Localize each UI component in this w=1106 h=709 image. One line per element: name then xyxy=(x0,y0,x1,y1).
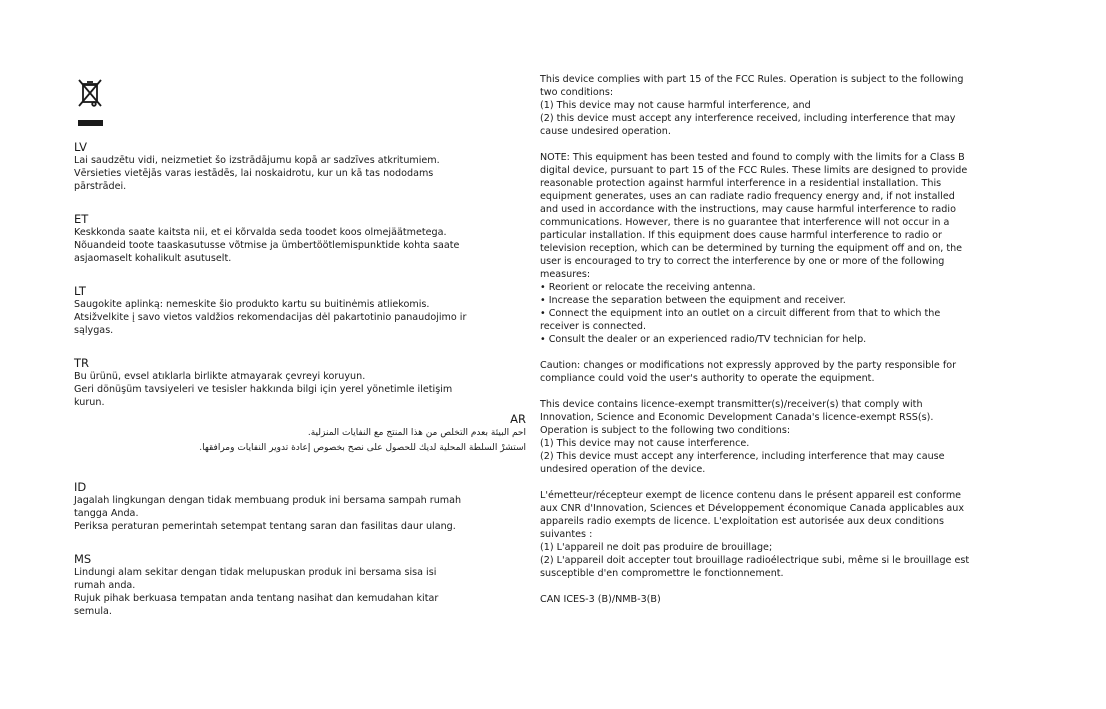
text-line: tangga Anda. xyxy=(74,508,139,519)
text-line: suivantes : xyxy=(540,529,593,540)
bullet-item: • Increase the separation between the equipment and receiver. xyxy=(540,295,846,306)
section-et xyxy=(74,212,526,265)
text-line: NOTE: This equipment has been tested and found to comply with the limits for a Class B xyxy=(540,152,965,163)
bullet-item: • Reorient or relocate the receiving antenna. xyxy=(540,282,756,293)
section-lt xyxy=(74,284,526,337)
ised-statement-fr xyxy=(540,489,1040,580)
fcc-statement xyxy=(540,73,1040,138)
text-line: susceptible d'en compromettre le fonctionnement. xyxy=(540,568,784,579)
text-line: (1) This device may not cause harmful interference, and xyxy=(540,100,811,111)
language-code: MS xyxy=(74,552,92,566)
section-id xyxy=(74,480,526,533)
text-line: sąlygas. xyxy=(74,325,114,336)
text-line: kurun. xyxy=(74,397,105,408)
text-line: pārstrādei. xyxy=(74,181,127,192)
text-line: (1) This device may not cause interference. xyxy=(540,438,750,449)
text-line: particular installation. If this equipment does cause harmful interference to radio or xyxy=(540,230,943,241)
text-line: user is encouraged to try to correct the interference by one or more of the following xyxy=(540,256,945,267)
language-code: LT xyxy=(74,284,86,298)
text-line: undesired operation of the device. xyxy=(540,464,706,475)
text-line: television reception, which can be determined by turning the equipment off and on, the xyxy=(540,243,963,254)
text-line: rumah anda. xyxy=(74,580,136,591)
text-line: Nõuandeid toote taaskasutusse võtmise ja ümbertöötlemispunktide kohta saate xyxy=(74,240,460,251)
right-column xyxy=(540,73,1040,606)
text-line: (1) L'appareil ne doit pas produire de brouillage; xyxy=(540,542,773,553)
text-line: receiver is connected. xyxy=(540,321,647,332)
text-line: Saugokite aplinką: nemeskite šio produkto kartu su buitinėmis atliekomis. xyxy=(74,299,430,310)
language-code: AR xyxy=(510,412,526,426)
text-line: Rujuk pihak berkuasa tempatan anda tentang nasihat dan kemudahan kitar xyxy=(74,593,439,604)
ices-text: CAN ICES-3 (B)/NMB-3(B) xyxy=(540,594,661,605)
text-line: semula. xyxy=(74,606,112,617)
text-line: Bu ürünü, evsel atıklarla birlikte atmayarak çevreyi koruyun. xyxy=(74,371,366,382)
text-line: (2) This device must accept any interference, including interference that may cause xyxy=(540,451,945,462)
caution-statement xyxy=(540,359,1040,385)
section-ms xyxy=(74,552,526,618)
text-line: L'émetteur/récepteur exempt de licence contenu dans le présent appareil est conforme xyxy=(540,490,962,501)
text-line: equipment generates, uses an can radiate radio frequency energy and, if not installed xyxy=(540,191,955,202)
text-line: aux CNR d'Innovation, Sciences et Développement économique Canada applicables aux xyxy=(540,503,965,514)
language-code: TR xyxy=(74,356,90,370)
text-line: Keskkonda saate kaitsta nii, et ei kõrvalda seda toodet koos olmejäätmetega. xyxy=(74,227,447,238)
text-line: Caution: changes or modifications not expressly approved by the party responsible for xyxy=(540,360,957,371)
text-line: (2) this device must accept any interference received, including interference that may xyxy=(540,113,956,124)
ices-label xyxy=(540,593,1040,606)
arabic-text-line: استشرْ السلطة المحلية لديك للحصول على نصح بخصوص إعادة تدوير النفايات ومرافقها. xyxy=(199,443,526,453)
text-line: Periksa peraturan pemerintah setempat tentang saran dan fasilitas daur ulang. xyxy=(74,521,456,532)
text-line: This device complies with part 15 of the FCC Rules. Operation is subject to the following xyxy=(540,74,964,85)
text-line: cause undesired operation. xyxy=(540,126,671,137)
text-line: communications. However, there is no guarantee that interference will not occur in a xyxy=(540,217,950,228)
text-line: Atsižvelkite į savo vietos valdžios rekomendacijas dėl pakartotinio panaudojimo ir xyxy=(74,312,467,323)
ised-statement-en xyxy=(540,398,1040,476)
text-line: Lai saudzētu vidi, neizmetiet šo izstrādājumu kopā ar sadzīves atkritumiem. xyxy=(74,155,440,166)
bullet-item: • Consult the dealer or an experienced radio/TV technician for help. xyxy=(540,334,867,345)
text-line: reasonable protection against harmful interference in a residential installation. This xyxy=(540,178,942,189)
text-line: Geri dönüşüm tavsiyeleri ve tesisler hakkında bilgi için yerel yönetimle iletişim xyxy=(74,384,453,395)
text-line: and used in accordance with the instructions, may cause harmful interference to radio xyxy=(540,204,956,215)
language-code: LV xyxy=(74,140,88,154)
text-line: two conditions: xyxy=(540,87,614,98)
text-line: appareils radio exempts de licence. L'exploitation est autorisée aux deux conditions xyxy=(540,516,944,527)
language-code: ID xyxy=(74,480,87,494)
text-line: Vērsieties vietējās varas iestādēs, lai noskaidrotu, kur un kā tas nododams xyxy=(74,168,434,179)
section-lv xyxy=(74,140,526,193)
text-line: This device contains licence-exempt transmitter(s)/receiver(s) that comply with xyxy=(540,399,923,410)
text-line: Jagalah lingkungan dengan tidak membuang produk ini bersama sampah rumah xyxy=(74,495,462,506)
left-column xyxy=(74,140,526,618)
text-line: compliance could void the user's authority to operate the equipment. xyxy=(540,373,875,384)
arabic-text-line: احم البيئة بعدم التخلص من هذا المنتج مع النفايات المنزلية. xyxy=(307,428,526,438)
text-line: Innovation, Science and Economic Development Canada's licence-exempt RSS(s). xyxy=(540,412,934,423)
text-line: Lindungi alam sekitar dengan tidak melupuskan produk ini bersama sisa isi xyxy=(74,567,437,578)
section-ar xyxy=(74,412,526,456)
text-line: measures: xyxy=(540,269,591,280)
language-code: ET xyxy=(74,212,89,226)
text-line: (2) L'appareil doit accepter tout brouillage radioélectrique subi, même si le brouillage est xyxy=(540,555,970,566)
weee-bin-icon xyxy=(74,76,106,128)
text-line: digital device, pursuant to part 15 of the FCC Rules. These limits are designed to provide xyxy=(540,165,968,176)
fcc-note xyxy=(540,151,1040,346)
section-tr xyxy=(74,356,526,409)
bullet-item: • Connect the equipment into an outlet on a circuit different from that to which the xyxy=(540,308,941,319)
text-line: asjaomaselt kohalikult asutuselt. xyxy=(74,253,232,264)
text-line: Operation is subject to the following two conditions: xyxy=(540,425,791,436)
